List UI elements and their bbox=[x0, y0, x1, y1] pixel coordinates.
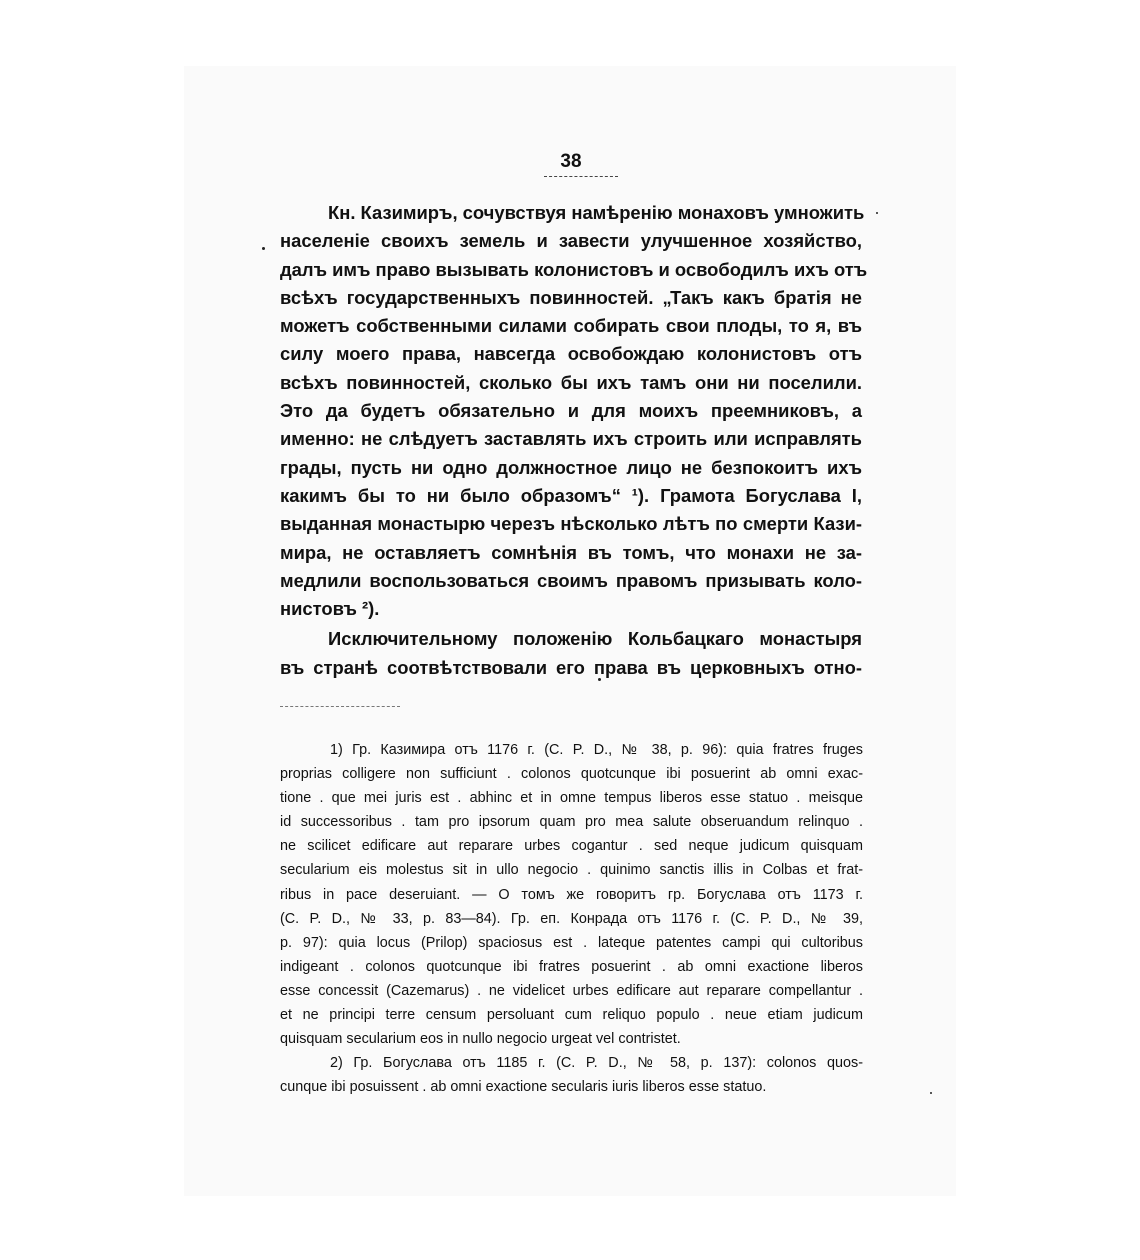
paragraph-2 bbox=[280, 625, 862, 682]
footnote-line: p. 97): quia locus (Prilop) spaciosus est . lateque patentes campi qui cultoribus bbox=[280, 934, 863, 951]
footnote-line: et ne principi terre censum persoluant cum reliquo populo . neue etiam judicum bbox=[280, 1007, 863, 1024]
footnote-line: indigeant . colonos quotcunque ibi fratres posuerint . ab omni exactione liberos bbox=[280, 958, 863, 975]
footnote-line: id successoribus . tam pro ipsorum quam pro mea salute obseruandum relinquo . bbox=[280, 814, 863, 831]
text-line: Кн. Казимиръ, сочувствуя намѣренію монаховъ умножить bbox=[328, 202, 865, 223]
text-line: нистовъ ²). bbox=[280, 598, 380, 620]
scan-speck bbox=[876, 212, 878, 214]
page-number-rule bbox=[544, 176, 618, 177]
text-line: Это да будетъ обязательно и для моихъ преемниковъ, а bbox=[280, 400, 862, 422]
footnote-1 bbox=[280, 738, 863, 1051]
footnote-line: tione . que mei juris est . abhinc et in omne tempus liberos esse statuo . meisque bbox=[280, 790, 863, 807]
text-line: медлили воспользоваться своимъ правомъ призывать коло- bbox=[280, 569, 862, 591]
paragraph-1 bbox=[280, 199, 868, 623]
footnote-line: cunque ibi posuissent . ab omni exactione secularis iuris liberos esse statuo. bbox=[280, 1079, 767, 1096]
footnote-line: ne scilicet edificare aut reparare urbes cogantur . sed neque judicum quisquam bbox=[280, 838, 863, 855]
footnote-line: 1) Гр. Казимира отъ 1176 г. (C. P. D., № 38, p. 96): quia fratres fruges bbox=[330, 742, 863, 758]
footnote-line: secularium eis molestus sit in ullo negocio . quinimo sanctis illis in Colbas et frat- bbox=[280, 862, 863, 879]
body-text bbox=[280, 199, 868, 682]
footnote-line: 2) Гр. Богуслава отъ 1185 г. (C. P. D., № 58, p. 137): colonos quos- bbox=[330, 1055, 863, 1072]
text-line: населеніе своихъ земель и завести улучшенное хозяйство, bbox=[280, 230, 862, 252]
text-line: далъ имъ право вызывать колонистовъ и освободилъ ихъ отъ bbox=[280, 258, 868, 280]
text-line: всѣхъ повинностей, сколько бы ихъ тамъ они ни поселили. bbox=[280, 371, 862, 393]
scan-speck bbox=[262, 247, 265, 250]
footnotes bbox=[280, 738, 863, 1099]
text-line: именно: не слѣдуетъ заставлять ихъ строить или исправлять bbox=[280, 428, 862, 450]
text-line: можетъ собственными силами собирать свои плоды, то я, въ bbox=[280, 315, 862, 337]
page-number: 38 bbox=[560, 151, 582, 172]
text-line: въ странѣ соотвѣтствовали его права въ церковныхъ отно- bbox=[280, 656, 862, 678]
text-line: Исключительному положенію Кольбацкаго монастыря bbox=[328, 628, 862, 650]
text-line: выданная монастырю черезъ нѣсколько лѣтъ по смерти Кази- bbox=[280, 513, 862, 535]
footnote-line: esse concessit (Cazemarus) . ne videlicet urbes edificare aut reparare compellantur . bbox=[280, 982, 863, 999]
footnote-2 bbox=[280, 1051, 863, 1099]
text-line: какимъ бы то ни было образомъ“ ¹). Грамота Богуслава I, bbox=[280, 484, 862, 506]
footnote-line: proprias colligere non sufficiunt . colonos quotcunque ibi posuerint ab omni exac- bbox=[280, 766, 863, 783]
footnote-separator bbox=[280, 706, 400, 707]
scan-speck bbox=[930, 1092, 932, 1094]
text-line: мира, не оставляетъ сомнѣнія въ томъ, что монахи не за- bbox=[280, 541, 862, 563]
text-line: грады, пусть ни одно должностное лицо не безпокоитъ ихъ bbox=[280, 456, 862, 478]
text-line: силу моего права, навсегда освобождаю колонистовъ отъ bbox=[280, 343, 862, 365]
footnote-line: (C. P. D., № 33, p. 83—84). Гр. еп. Конрада отъ 1176 г. (C. P. D., № 39, bbox=[280, 910, 863, 927]
scan-speck bbox=[598, 678, 601, 681]
footnote-line: ribus in pace deseruiant. — О томъ же говоритъ гр. Богуслава отъ 1173 г. bbox=[280, 886, 863, 903]
text-line: всѣхъ государственныхъ повинностей. „Такъ какъ братія не bbox=[280, 286, 862, 308]
footnote-line: quisquam secularium eos in nullo negocio urgeat vel contristet. bbox=[280, 1031, 681, 1048]
